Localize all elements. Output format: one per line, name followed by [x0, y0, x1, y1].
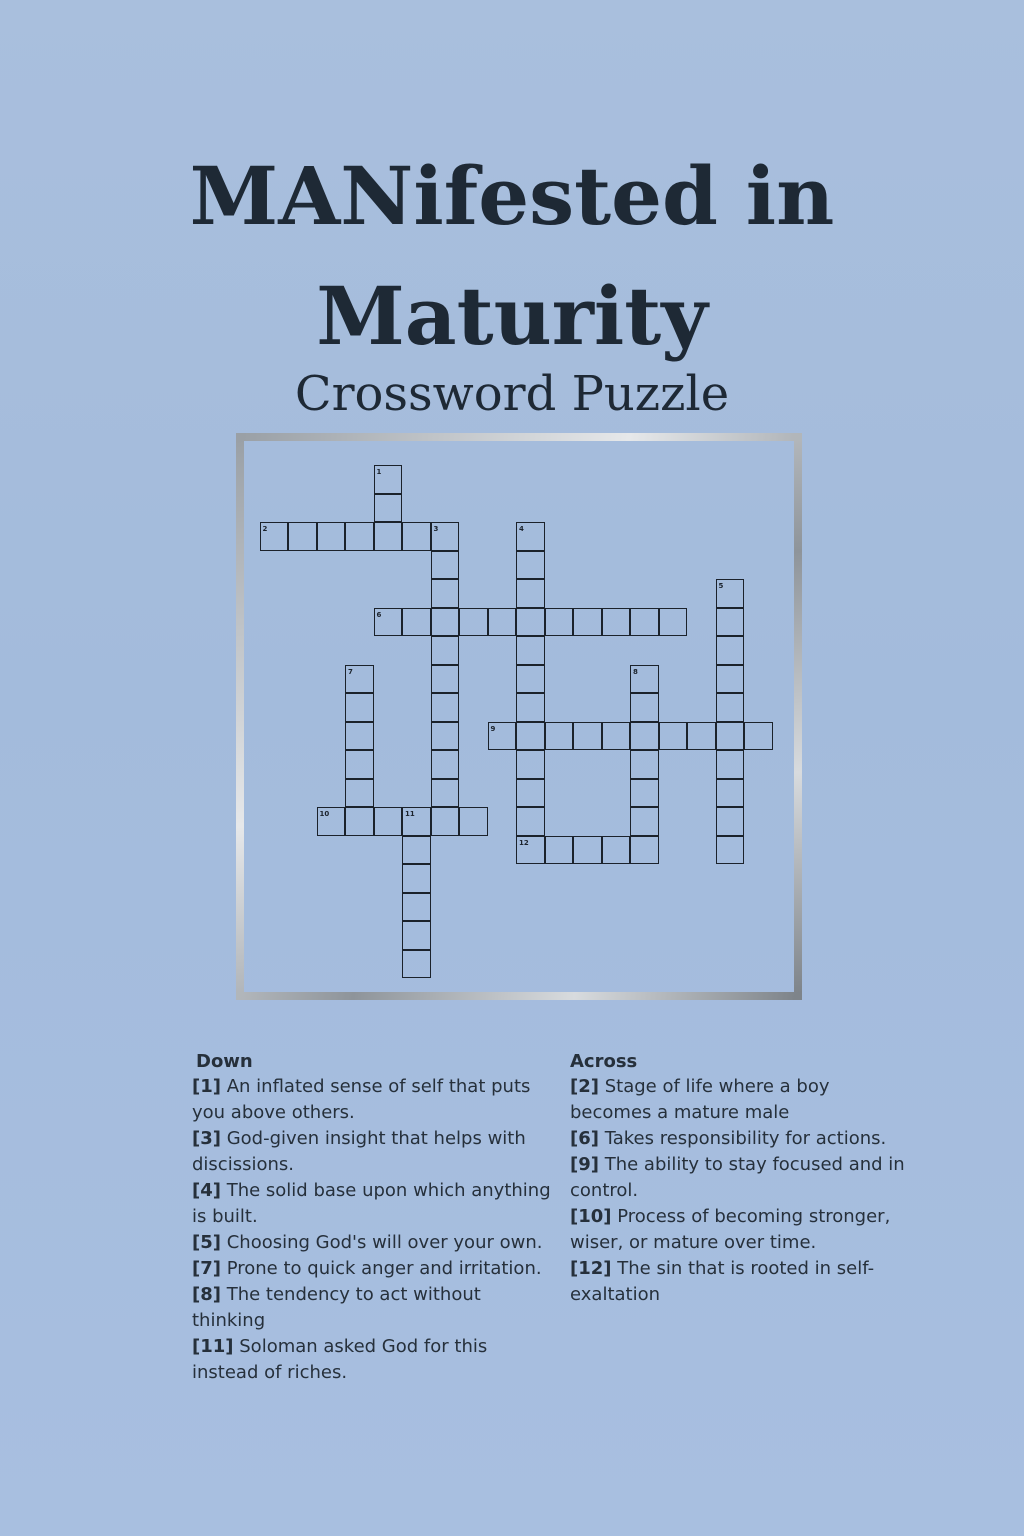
crossword-cell[interactable] [573, 836, 602, 865]
crossword-cell[interactable] [630, 779, 659, 808]
crossword-cell[interactable] [545, 608, 574, 637]
crossword-cell[interactable] [516, 636, 545, 665]
across-heading: Across [570, 1051, 638, 1072]
crossword-cell[interactable] [345, 522, 374, 551]
crossword-cell[interactable] [716, 836, 745, 865]
down-clue: [4] The solid base upon which anything is built. [192, 1180, 551, 1227]
crossword-cell[interactable] [516, 750, 545, 779]
crossword-cell[interactable] [317, 522, 346, 551]
crossword-cell[interactable] [345, 779, 374, 808]
down-clue: [8] The tendency to act without thinking [192, 1284, 481, 1331]
crossword-cell[interactable] [744, 722, 773, 751]
down-clue: [5] Choosing God's will over your own. [192, 1232, 543, 1253]
clue-number: 9 [490, 724, 496, 733]
crossword-cell[interactable] [602, 722, 631, 751]
crossword-cell[interactable] [402, 864, 431, 893]
clue-number: 2 [262, 525, 268, 533]
crossword-cell[interactable] [431, 722, 460, 751]
down-clue: [7] Prone to quick anger and irritation. [192, 1258, 542, 1279]
crossword-cell[interactable] [716, 807, 745, 836]
crossword-cell[interactable] [516, 693, 545, 722]
crossword-cell[interactable] [488, 608, 517, 637]
across-clue-list [570, 1074, 910, 1308]
crossword-cell[interactable] [659, 608, 688, 637]
crossword-cell[interactable] [431, 608, 460, 637]
crossword-cell[interactable] [431, 779, 460, 808]
crossword-cell[interactable] [374, 807, 403, 836]
crossword-cell[interactable] [630, 693, 659, 722]
across-clue: [6] Takes responsibility for actions. [570, 1128, 887, 1149]
crossword-cell[interactable] [573, 608, 602, 637]
crossword-cell[interactable] [345, 693, 374, 722]
clue-number: 3 [433, 525, 439, 533]
crossword-cell[interactable] [630, 836, 659, 865]
crossword-cell[interactable] [345, 750, 374, 779]
crossword-cell[interactable] [630, 722, 659, 751]
crossword-cell[interactable] [716, 779, 745, 808]
crossword-cell[interactable] [402, 836, 431, 865]
crossword-cell[interactable] [345, 807, 374, 836]
crossword-cell[interactable] [545, 722, 574, 751]
crossword-cell[interactable] [716, 608, 745, 637]
crossword-cell[interactable] [402, 608, 431, 637]
crossword-cell[interactable] [374, 494, 403, 523]
down-clue: [1] An inflated sense of self that puts you above others. [192, 1076, 531, 1123]
crossword-cell[interactable] [687, 722, 716, 751]
clue-number: 7 [348, 667, 353, 676]
clue-number: 10 [319, 810, 330, 818]
crossword-cell[interactable] [516, 608, 545, 637]
crossword-cell[interactable] [630, 750, 659, 779]
across-clue: [9] The ability to stay focused and in control. [570, 1154, 905, 1201]
crossword-cell[interactable] [716, 636, 745, 665]
crossword-cell[interactable] [516, 779, 545, 808]
crossword-cell[interactable] [431, 665, 460, 694]
crossword-cell[interactable] [516, 722, 545, 751]
across-clue: [12] The sin that is rooted in self-exaltation [570, 1258, 875, 1305]
crossword-cell[interactable] [402, 893, 431, 922]
clue-number: 6 [376, 610, 382, 619]
crossword-cell[interactable] [716, 750, 745, 779]
across-clues [570, 1050, 910, 1308]
clue-number: 1 [376, 468, 382, 476]
crossword-cell[interactable] [716, 722, 745, 751]
crossword-cell[interactable] [630, 807, 659, 836]
crossword-cell[interactable] [716, 693, 745, 722]
crossword-cell[interactable] [402, 522, 431, 551]
clue-number: 4 [519, 525, 524, 533]
page-title-line-2: Maturity [316, 269, 708, 363]
crossword-cell[interactable] [374, 522, 403, 551]
clue-number: 5 [718, 582, 724, 590]
crossword-cell[interactable] [431, 807, 460, 836]
crossword-cell[interactable] [516, 551, 545, 580]
page-subtitle: Crossword Puzzle [294, 366, 730, 422]
crossword-cell[interactable] [602, 608, 631, 637]
page-title-line-1: MANifested in [189, 149, 835, 243]
crossword-cell[interactable] [545, 836, 574, 865]
clue-number: 12 [519, 838, 529, 847]
crossword-cell[interactable] [431, 551, 460, 580]
down-clue: [11] Soloman asked God for this instead of riches. [192, 1336, 488, 1383]
crossword-cell[interactable] [659, 722, 688, 751]
crossword-cell[interactable] [431, 579, 460, 608]
down-clues [192, 1050, 552, 1386]
crossword-cell[interactable] [516, 665, 545, 694]
crossword-cell[interactable] [716, 665, 745, 694]
crossword-cell[interactable] [602, 836, 631, 865]
crossword-cell[interactable] [345, 722, 374, 751]
crossword-cell[interactable] [431, 750, 460, 779]
crossword-cell[interactable] [516, 579, 545, 608]
crossword-cell[interactable] [630, 608, 659, 637]
crossword-cell[interactable] [459, 807, 488, 836]
crossword-cell[interactable] [459, 608, 488, 637]
down-clue-list [192, 1074, 552, 1386]
crossword-cell[interactable] [402, 921, 431, 950]
crossword-cell[interactable] [431, 636, 460, 665]
down-clue: [3] God-given insight that helps with discissions. [192, 1128, 526, 1175]
clue-number: 11 [405, 810, 415, 818]
crossword-cell[interactable] [431, 693, 460, 722]
crossword-cell[interactable] [288, 522, 317, 551]
across-clue: [2] Stage of life where a boy becomes a mature male [570, 1076, 830, 1123]
crossword-cell[interactable] [573, 722, 602, 751]
crossword-cell[interactable] [402, 950, 431, 979]
across-clue: [10] Process of becoming stronger, wiser, or mature over time. [570, 1206, 891, 1253]
crossword-cell[interactable] [516, 807, 545, 836]
down-heading: Down [196, 1051, 253, 1072]
clue-number: 8 [633, 667, 638, 676]
